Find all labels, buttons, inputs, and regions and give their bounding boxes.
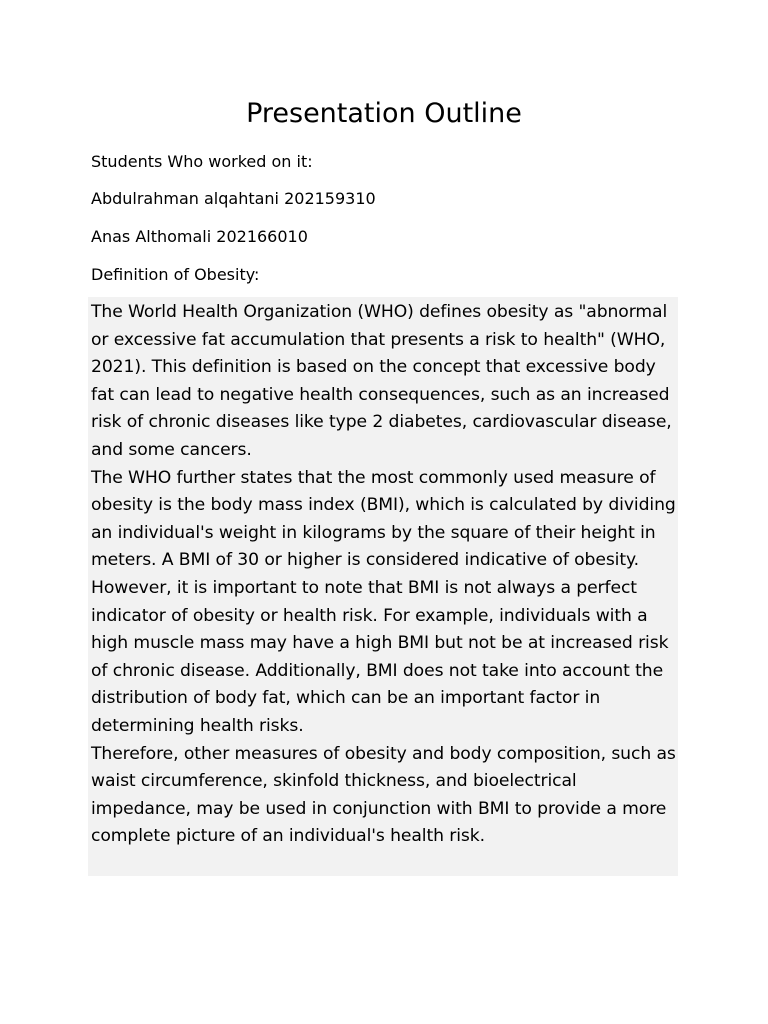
student-entry-1: Abdulrahman alqahtani 202159310 bbox=[91, 189, 376, 208]
definition-heading: Definition of Obesity: bbox=[91, 265, 260, 284]
paragraph-bmi-measure: The WHO further states that the most commonly used measure of obesity is the body mass index (BMI), which is calculated by dividing an individual's weight in kilograms by the square of their height in meters. A BMI of 30 or higher is considered indicative of obesity. bbox=[91, 467, 676, 571]
paragraph-bmi-limitations: However, it is important to note that BMI is not always a perfect indicator of obesity or health risk. For example, individuals with a high muscle mass may have a high BMI but not be at increased risk of chronic disease. Additionally, BMI does not take into account the distribution of body fat, which can be an important factor in determining health risks. bbox=[91, 577, 669, 736]
definition-text-block bbox=[88, 297, 678, 876]
document-title: Presentation Outline bbox=[246, 98, 522, 129]
paragraph-who-definition: The World Health Organization (WHO) defines obesity as "abnormal or excessive fat accumulation that presents a risk to health" (WHO, 2021). This definition is based on the concept that excessive body fat can lead to negative health consequences, such as an increased risk of chronic diseases like type 2 diabetes, cardiovascular disease, and some cancers. bbox=[91, 302, 672, 460]
paragraph-other-measures: Therefore, other measures of obesity and body composition, such as waist circumference, skinfold thickness, and bioelectrical impedance, may be used in conjunction with BMI to provide a more complete picture of an individual's health risk. bbox=[91, 743, 676, 847]
students-label: Students Who worked on it: bbox=[91, 152, 313, 171]
student-entry-2: Anas Althomali 202166010 bbox=[91, 227, 308, 246]
